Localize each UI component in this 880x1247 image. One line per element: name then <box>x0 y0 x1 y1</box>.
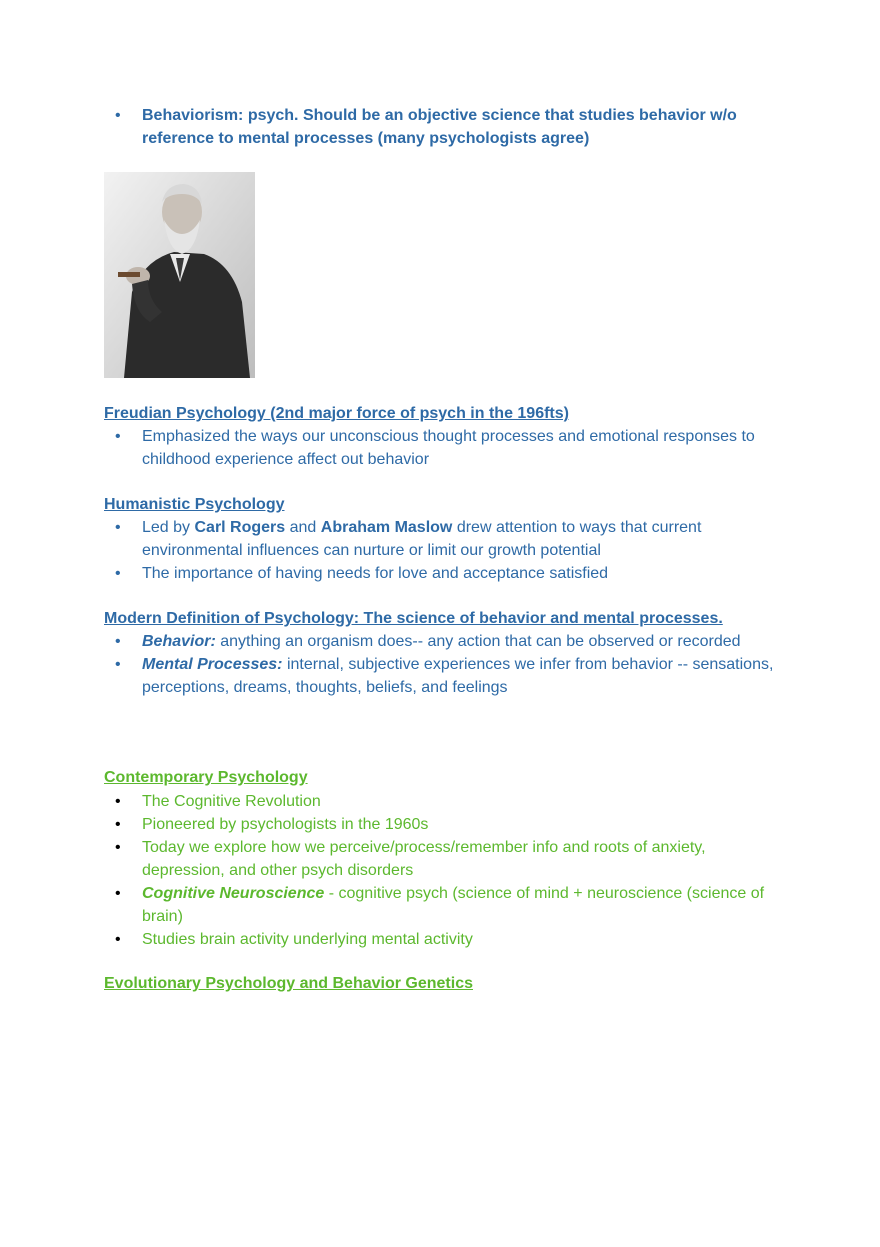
list-item <box>104 562 784 585</box>
bullet-icon: • <box>115 839 121 856</box>
modern-definition-heading: Modern Definition of Psychology: The science of behavior and mental processes. <box>104 610 723 627</box>
abraham-maslow-name: Abraham Maslow <box>320 519 453 536</box>
list-item <box>104 653 784 699</box>
list-item <box>104 882 784 928</box>
intro-list <box>104 104 784 150</box>
humanistic-b2-text: The importance of having needs for love and acceptance satisfied <box>142 565 609 582</box>
humanistic-b1-post: drew attention to ways that current environmental influences can nurture or limit our growth potential <box>142 519 702 559</box>
portrait-photo <box>104 172 255 378</box>
list-item <box>104 516 784 562</box>
contemporary-b3: Today we explore how we perceive/process/remember info and roots of anxiety, depression, and other psych disorders <box>142 839 706 879</box>
list-item <box>104 790 784 813</box>
humanistic-heading: Humanistic Psychology <box>104 496 285 513</box>
modern-list <box>104 630 784 699</box>
list-item <box>104 836 784 882</box>
humanistic-b1-mid: and <box>285 519 321 536</box>
bullet-icon: • <box>115 816 121 833</box>
list-item <box>104 425 784 471</box>
mental-processes-definition: internal, subjective experiences we infer from behavior -- sensations, perceptions, dreams, thoughts, beliefs, and feelings <box>142 656 774 696</box>
behavior-definition: anything an organism does-- any action that can be observed or recorded <box>215 633 741 650</box>
list-item <box>104 928 784 951</box>
evolutionary-heading: Evolutionary Psychology and Behavior Genetics <box>104 975 473 992</box>
humanistic-list <box>104 516 784 585</box>
cognitive-neuroscience-definition: - cognitive psych (science of mind + neuroscience (science of brain) <box>142 885 765 925</box>
contemporary-b5: Studies brain activity underlying mental activity <box>142 931 473 948</box>
humanistic-b1-pre: Led by <box>142 519 195 536</box>
list-item <box>104 104 784 150</box>
contemporary-b2: Pioneered by psychologists in the 1960s <box>142 816 429 833</box>
list-item <box>104 813 784 836</box>
behaviorism-text: Behaviorism: psych. Should be an objective science that studies behavior w/o reference to mental processes (many psychologists agree) <box>142 107 737 147</box>
bullet-icon: • <box>115 565 121 582</box>
list-item <box>104 630 784 653</box>
contemporary-b1: The Cognitive Revolution <box>142 793 321 810</box>
bullet-icon: • <box>115 519 121 536</box>
mental-processes-term: Mental Processes: <box>142 656 283 673</box>
bullet-icon: • <box>115 633 121 650</box>
freudian-heading: Freudian Psychology (2nd major force of psych in the 196fts) <box>104 405 569 422</box>
bullet-icon: • <box>115 885 121 902</box>
bullet-icon: • <box>115 656 121 673</box>
carl-rogers-name: Carl Rogers <box>194 519 286 536</box>
contemporary-heading: Contemporary Psychology <box>104 769 308 786</box>
bullet-icon: • <box>115 107 121 124</box>
freudian-list <box>104 425 784 471</box>
bullet-icon: • <box>115 793 121 810</box>
freudian-bullet-text: Emphasized the ways our unconscious thought processes and emotional responses to childhood experience affect out behavior <box>142 428 755 468</box>
contemporary-list <box>104 790 784 951</box>
bullet-icon: • <box>115 931 121 948</box>
behavior-term: Behavior: <box>142 633 216 650</box>
portrait-photo-icon <box>104 172 255 378</box>
bullet-icon: • <box>115 428 121 445</box>
cognitive-neuroscience-term: Cognitive Neuroscience <box>142 885 325 902</box>
